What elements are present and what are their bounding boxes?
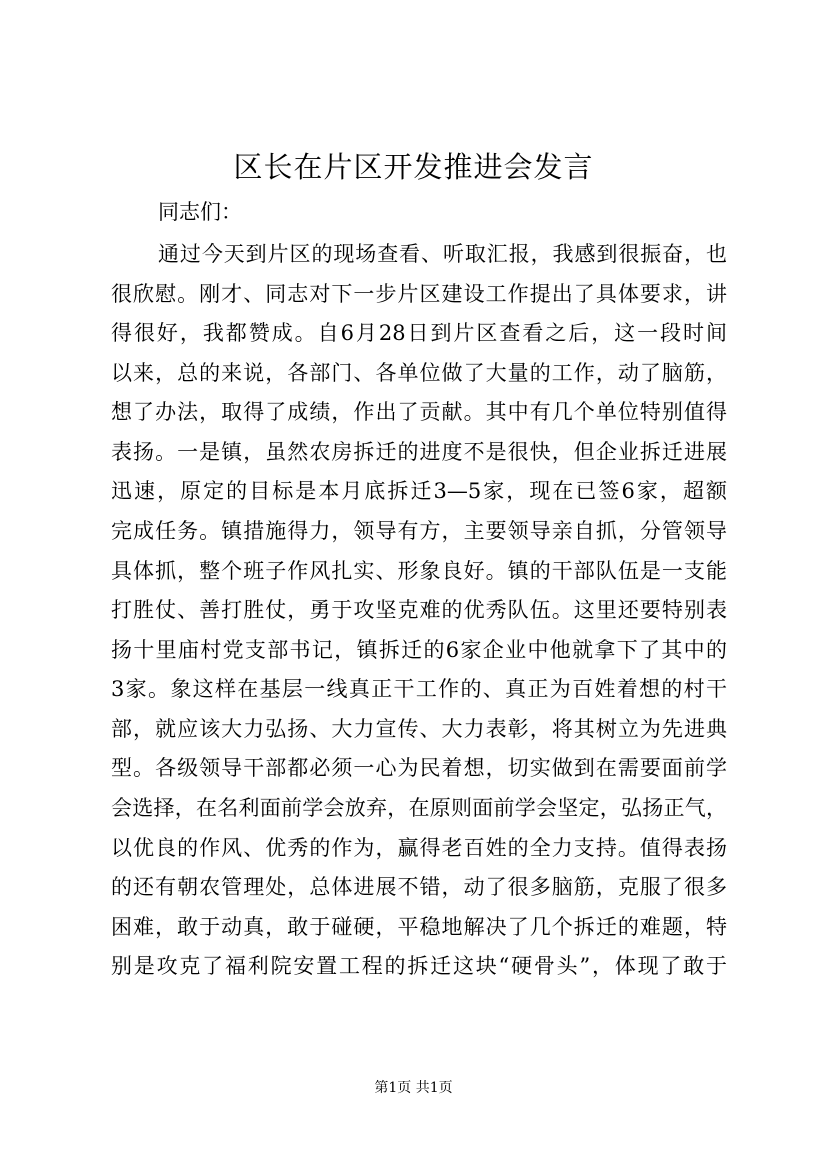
body-line: 以来，总的来说，各部门、各单位做了大量的工作，动了脑筋， bbox=[111, 361, 727, 385]
body-line: 的还有朝农管理处，总体进展不错，动了很多脑筋，克服了很多 bbox=[111, 875, 727, 899]
body-line: 完成任务。镇措施得力，领导有方，主要领导亲自抓，分管领导 bbox=[111, 519, 727, 543]
body-line: 会选择，在名利面前学会放弃，在原则面前学会坚定，弘扬正气， bbox=[111, 796, 727, 820]
document-title: 区长在片区开发推进会发言 bbox=[233, 150, 594, 184]
body-line: 困难，敢于动真，敢于碰硬，平稳地解决了几个拆迁的难题，特 bbox=[111, 915, 727, 939]
body-line: 想了办法，取得了成绩，作出了贡献。其中有几个单位特别值得 bbox=[111, 400, 727, 424]
body-line: 部，就应该大力弘扬、大力宣传、大力表彰，将其树立为先进典 bbox=[111, 717, 727, 741]
page-number-footer: 第1页 共1页 bbox=[374, 1080, 453, 1096]
body-line: 以优良的作风、优秀的作为，赢得老百姓的全力支持。值得表扬 bbox=[111, 836, 727, 860]
body-line: 通过今天到片区的现场查看、听取汇报，我感到很振奋，也 bbox=[158, 242, 727, 266]
salutation: 同志们： bbox=[158, 200, 242, 224]
body-line: 得很好，我都赞成。自6月28日到片区查看之后，这一段时间 bbox=[111, 321, 727, 345]
body-line: 具体抓，整个班子作风扎实、形象良好。镇的干部队伍是一支能 bbox=[111, 559, 727, 583]
body-line: 很欣慰。刚才、同志对下一步片区建设工作提出了具体要求，讲 bbox=[111, 282, 727, 306]
body-line: 别是攻克了福利院安置工程的拆迁这块“硬骨头”，体现了敢于 bbox=[111, 954, 727, 978]
body-line: 3家。象这样在基层一线真正干工作的、真正为百姓着想的村干 bbox=[111, 677, 727, 701]
body-line: 型。各级领导干部都必须一心为民着想，切实做到在需要面前学 bbox=[111, 756, 727, 780]
body-line: 表扬。一是镇，虽然农房拆迁的进度不是很快，但企业拆迁进展 bbox=[111, 440, 727, 464]
body-line: 迅速，原定的目标是本月底拆迁3—5家，现在已签6家，超额 bbox=[111, 479, 727, 503]
body-line: 打胜仗、善打胜仗，勇于攻坚克难的优秀队伍。这里还要特别表 bbox=[111, 598, 727, 622]
body-line: 扬十里庙村党支部书记，镇拆迁的6家企业中他就拿下了其中的 bbox=[111, 638, 727, 662]
